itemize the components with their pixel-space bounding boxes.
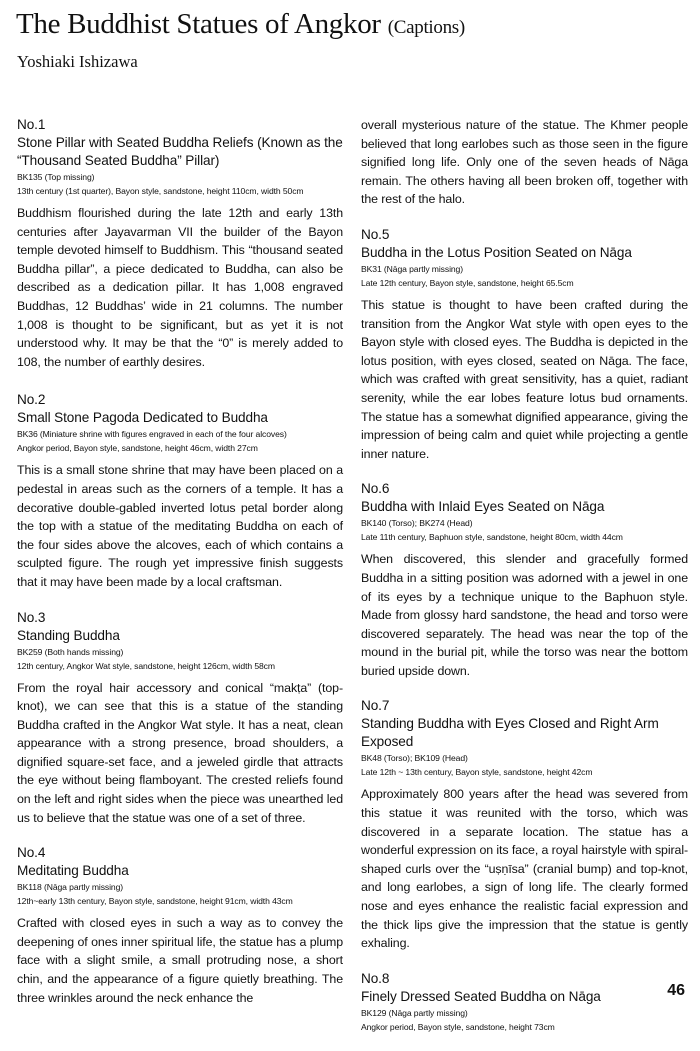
entry-details: Late 12th ~ 13th century, Bayon style, sandstone, height 42cm — [361, 767, 593, 778]
entry-title: Buddha with Inlaid Eyes Seated on Nāga — [361, 499, 605, 515]
entry-no4 — [17, 844, 343, 1007]
entry-catalog-id: BK140 (Torso); BK274 (Head) — [361, 518, 473, 529]
entry-number: No.4 — [17, 845, 46, 861]
entry-title: Standing Buddha — [17, 627, 120, 643]
entry-body: When discovered, this slender and gracefully formed Buddha in a sitting position was adorned with a jewel in one of its eyes by a technique unique to the Baphuon style. Made from glossy hard sandstone, the head and torso were discovered separately. The head was near the top of the mound in the burial pit, while the torso was near the bottom buried upside down. — [361, 552, 688, 678]
entry-number: No.3 — [17, 609, 46, 625]
entry-no4-continued — [361, 116, 688, 209]
entry-title: Finely Dressed Seated Buddha on Nāga — [361, 988, 601, 1004]
entry-body: Approximately 800 years after the head was severed from this statue it was reunited with the torso, which was discovered in a separate location. The statue has a wonderful expression on its face, a royal hairstyle with spiral-shaped curls over the “uṣṇīsa” (cranial bump) and top-knot, and long earlobes, a sign of long life. The clearly formed nose and eyes enhance the realistic facial expression and the thick lips give the impression that the statue is gently exhaling. — [361, 787, 688, 951]
entry-number: No.7 — [361, 698, 390, 714]
entry-number: No.2 — [17, 392, 46, 408]
entry-no5 — [361, 226, 688, 463]
entry-title: Buddha in the Lotus Position Seated on Nāga — [361, 244, 632, 260]
entry-body: This statue is thought to have been crafted during the transition from the Angkor Wat style with open eyes to the Bayon style with closed eyes. The Buddha is depicted in the lotus position, with eyes closed, seated on Nāga. The face, which was crafted with great sensitivity, has a quiet, radiant serenity, while the ear lobes feature lotus bud ornaments. The statue has a somewhat dignified appearance, giving the impression of being calm and quiet while projecting a gentle inner nature. — [361, 297, 688, 461]
entry-catalog-id: BK129 (Nāga partly missing) — [361, 1007, 468, 1018]
entry-details: 12th~early 13th century, Bayon style, sandstone, height 91cm, width 43cm — [17, 896, 293, 907]
entry-no1 — [17, 116, 343, 371]
author-name: Yoshiaki Ishizawa — [17, 52, 138, 71]
entry-catalog-id: BK259 (Both hands missing) — [17, 646, 124, 657]
entry-title: Small Stone Pagoda Dedicated to Buddha — [17, 410, 268, 426]
entry-details: 12th century, Angkor Wat style, sandstone, height 126cm, width 58cm — [17, 660, 275, 671]
entry-no3 — [17, 609, 343, 828]
entry-body: This is a small stone shrine that may have been placed on a pedestal in areas such as the corners of a temple. It has a decorative double-gabled inverted lotus petal border along the top with a statue of the meditating Buddha on each of the four sides above the alcoves, each of which contains a sculpted figure. The rough yet impressive finish suggests that it may have been made by a local craftsman. — [17, 463, 343, 589]
entry-title: Meditating Buddha — [17, 863, 129, 879]
entry-catalog-id: BK48 (Torso); BK109 (Head) — [361, 753, 468, 764]
entry-number: No.8 — [361, 970, 390, 986]
entry-no6 — [361, 480, 688, 680]
entry-details: Late 12th century, Bayon style, sandstone, height 65.5cm — [361, 277, 574, 288]
entry-catalog-id: BK118 (Nāga partly missing) — [17, 882, 124, 893]
entry-catalog-id: BK31 (Nāga partly missing) — [361, 263, 463, 274]
entry-catalog-id: BK36 (Miniature shrine with figures engraved in each of the four alcoves) — [17, 429, 287, 440]
entry-no8 — [361, 970, 688, 1034]
page-title — [16, 8, 465, 41]
title-suffix: (Captions) — [387, 17, 465, 38]
page-number: 46 — [667, 982, 685, 999]
entry-body: Crafted with closed eyes in such a way as to convey the deepening of ones inner spiritual life, the statue has a plump face with a slight smile, a small protruding nose, a short chin, and the appearance of a figure quietly breathing. The three wrinkles around the neck enhance the — [17, 916, 343, 1005]
entry-title: Stone Pillar with Seated Buddha Reliefs (Known as the “Thousand Seated Buddha” Pillar) — [17, 135, 343, 168]
left-column — [17, 116, 343, 1024]
entry-details: Late 11th century, Baphuon style, sandstone, height 80cm, width 44cm — [361, 532, 623, 543]
entry-title: Standing Buddha with Eyes Closed and Right Arm Exposed — [361, 716, 659, 750]
right-column — [361, 116, 688, 1051]
entry-no7 — [361, 697, 688, 952]
entry-details: Angkor period, Bayon style, sandstone, height 46cm, width 27cm — [17, 443, 258, 454]
entry-body-continued: overall mysterious nature of the statue. The Khmer people believed that long earlobes such as those seen in the figure signified long life. Only one of the seven heads of Nāga remain. The others having all been broken off, together with the rest of the halo. — [361, 118, 688, 207]
title-main: The Buddhist Statues of Angkor — [16, 8, 381, 40]
entry-number: No.1 — [17, 117, 46, 132]
entry-number: No.5 — [361, 226, 390, 242]
entry-body: Buddhism flourished during the late 12th and early 13th centuries after Jayavarman VII the builder of the Bayon temple devoted himself to Buddhism. This “thousand seated Buddha pillar”, a piece dedicated to Buddha, can also be described as a dedication pillar. It has 1,008 engraved Buddhas, 12 Buddhas’ wide in 21 columns. The number 1,008 is thought to be significant, but as yet it is not understood why. It may be that the “0” is merely added to 108, the number of earthly desires. — [17, 206, 343, 369]
entry-catalog-id: BK135 (Top missing) — [17, 172, 95, 182]
entry-number: No.6 — [361, 481, 390, 497]
entry-details: 13th century (1st quarter), Bayon style, sandstone, height 110cm, width 50cm — [17, 186, 304, 196]
entry-details: Angkor period, Bayon style, sandstone, height 73cm — [361, 1021, 555, 1032]
entry-no2 — [17, 391, 343, 591]
entry-body: From the royal hair accessory and conical “makṭa” (top-knot), we can see that this is a statue of the standing Buddha crafted in the Angkor Wat style. It has a neat, clean appearance with a strong presence, broad shoulders, a dignified square-set face, and a jeweled girdle that attracts the eye without being flamboyant. The crested reliefs found on the left and right sides when the piece was unearthed led us to believe that the statue was one of a set of three. — [17, 680, 343, 825]
